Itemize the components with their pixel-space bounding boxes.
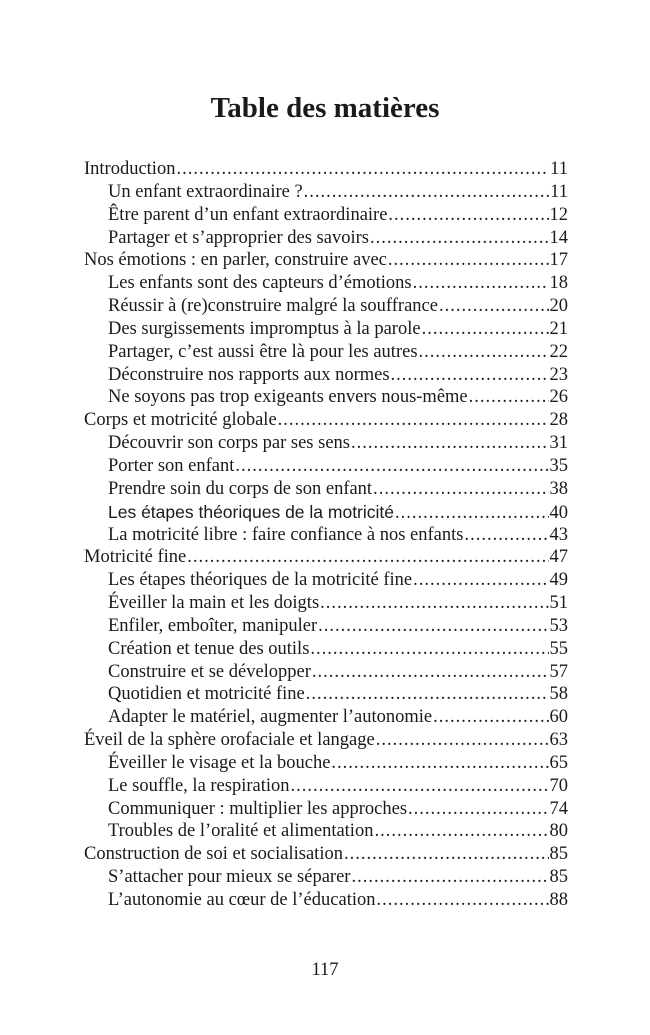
toc-section	[84, 364, 568, 387]
dot-leader	[433, 706, 548, 729]
toc-entry-label: Découvrir son corps par ses sens	[108, 433, 350, 454]
dot-leader	[312, 661, 549, 684]
toc-section	[84, 683, 568, 706]
toc-section	[84, 569, 568, 592]
toc-section	[84, 592, 568, 615]
page-number: 117	[311, 960, 339, 980]
toc-entry-label: Un enfant extraordinaire ?	[108, 181, 303, 202]
toc-section	[84, 775, 568, 798]
dot-leader	[373, 478, 548, 501]
toc-entry-label: Corps et motricité globale	[84, 410, 277, 431]
toc-entry-page: 85	[549, 844, 568, 865]
toc-entry-page: 58	[549, 684, 568, 705]
toc-section	[84, 295, 568, 318]
dot-leader	[422, 318, 549, 341]
dot-leader	[351, 432, 549, 455]
dot-leader	[310, 638, 548, 661]
toc-entry-label: Éveiller la main et les doigts	[108, 593, 320, 614]
toc-entry-page: 38	[549, 478, 568, 499]
toc-entry-label: Être parent d’un enfant extraordinaire	[108, 204, 388, 225]
toc-section	[84, 889, 568, 912]
toc-entry-label: Construire et se développer	[108, 661, 311, 682]
dot-leader	[419, 341, 549, 364]
dot-leader	[391, 364, 549, 387]
toc-section	[84, 478, 568, 501]
dot-leader	[388, 249, 549, 272]
toc-section	[84, 455, 568, 478]
toc-section	[84, 272, 568, 295]
dot-leader	[376, 729, 549, 752]
toc-entry-label: L’autonomie au cœur de l’éducation	[108, 890, 376, 910]
toc-entry-page: 40	[549, 502, 568, 523]
toc-section	[84, 227, 568, 250]
toc-entry-label: Les étapes théoriques de la motricité	[108, 501, 394, 522]
toc-entry-page: 53	[549, 615, 568, 636]
toc-entry-page: 31	[549, 433, 568, 454]
toc-section	[84, 386, 568, 409]
dot-leader	[413, 272, 549, 295]
toc-entry-label: Porter son enfant	[108, 455, 235, 476]
dot-leader	[320, 592, 548, 615]
toc-entry-label: Partager, c’est aussi être là pour les autres	[108, 341, 418, 362]
toc-entry-page: 88	[549, 890, 568, 910]
toc-entry-page: 74	[549, 798, 568, 819]
toc-entry-page: 60	[549, 707, 568, 728]
dot-leader	[374, 820, 548, 843]
toc-entry-page: 26	[549, 387, 568, 408]
toc-entry-label: Les enfants sont des capteurs d’émotions	[108, 273, 412, 294]
dot-leader	[306, 683, 549, 706]
toc-entry-label: Communiquer : multiplier les approches	[108, 798, 408, 819]
toc-entry-label: Adapter le matériel, augmenter l’autonomie	[108, 707, 433, 728]
dot-leader	[187, 546, 548, 569]
toc-chapter	[84, 843, 568, 866]
toc-section	[84, 638, 568, 661]
toc-section	[84, 752, 568, 775]
toc-entry-page: 28	[549, 410, 568, 431]
toc-chapter	[84, 546, 568, 569]
toc-chapter	[84, 158, 568, 181]
toc-entry-label: S’attacher pour mieux se séparer	[108, 867, 351, 888]
toc-entry-page: 14	[549, 227, 568, 248]
dot-leader	[439, 295, 549, 318]
toc-entry-page: 43	[549, 524, 568, 545]
dot-leader	[351, 866, 548, 889]
toc-entry-label: Éveil de la sphère orofaciale et langage	[84, 730, 375, 751]
toc-entry-label: Prendre soin du corps de son enfant	[108, 478, 373, 499]
toc-entry-label: Enfiler, emboîter, manipuler	[108, 615, 318, 636]
toc-entry-page: 12	[549, 204, 568, 225]
toc-section	[84, 866, 568, 889]
dot-leader	[376, 889, 548, 912]
toc-section	[84, 341, 568, 364]
dot-leader	[291, 775, 549, 798]
toc-entry-label: Partager et s’approprier des savoirs	[108, 227, 369, 248]
toc-section	[84, 501, 568, 524]
toc-section	[84, 318, 568, 341]
toc-section	[84, 181, 568, 204]
dot-leader	[408, 798, 548, 821]
dot-leader	[370, 227, 549, 250]
toc-section	[84, 615, 568, 638]
toc-entry-label: Construction de soi et socialisation	[84, 844, 343, 865]
dot-leader	[344, 843, 549, 866]
toc-chapter	[84, 249, 568, 272]
toc-entry-page: 21	[549, 318, 568, 339]
dot-leader	[304, 181, 550, 204]
toc-entry-label: Troubles de l’oralité et alimentation	[108, 821, 374, 842]
toc-entry-label: Introduction	[84, 159, 176, 179]
toc-section	[84, 820, 568, 843]
dot-leader	[388, 204, 548, 227]
toc-entry-page: 18	[549, 273, 568, 294]
toc-entry-page: 63	[549, 730, 568, 751]
toc-entry-label: Nos émotions : en parler, construire avec	[84, 250, 387, 271]
toc-entry-label: Ne soyons pas trop exigeants envers nous-même	[108, 387, 468, 408]
toc-chapter	[84, 409, 568, 432]
toc-section	[84, 524, 568, 547]
dot-leader	[413, 569, 548, 592]
toc-entry-label: Réussir à (re)construire malgré la souffrance	[108, 296, 438, 317]
toc-entry-label: Motricité fine	[84, 547, 187, 568]
toc-section	[84, 798, 568, 821]
toc-entry-label: Quotidien et motricité fine	[108, 684, 305, 705]
toc-entry-page: 11	[550, 181, 568, 202]
toc-section	[84, 432, 568, 455]
table-of-contents	[84, 158, 568, 912]
toc-entry-page: 47	[549, 547, 568, 568]
dot-leader	[464, 524, 548, 547]
toc-entry-page: 55	[549, 638, 568, 659]
toc-entry-page: 11	[550, 159, 568, 179]
dot-leader	[278, 409, 549, 432]
toc-entry-page: 22	[549, 341, 568, 362]
toc-entry-page: 80	[549, 821, 568, 842]
dot-leader	[469, 386, 549, 409]
toc-section	[84, 204, 568, 227]
toc-section	[84, 661, 568, 684]
dot-leader	[235, 455, 548, 478]
dot-leader	[331, 752, 548, 775]
page-title: Table des matières	[210, 92, 440, 124]
toc-entry-label: Création et tenue des outils	[108, 638, 310, 659]
dot-leader	[318, 615, 548, 638]
toc-entry-page: 49	[549, 570, 568, 591]
toc-chapter	[84, 729, 568, 752]
dot-leader	[176, 158, 549, 181]
toc-entry-page: 85	[549, 867, 568, 888]
toc-entry-page: 17	[549, 250, 568, 271]
toc-entry-label: La motricité libre : faire confiance à nos enfants	[108, 524, 464, 545]
toc-entry-page: 57	[549, 661, 568, 682]
dot-leader	[395, 502, 549, 525]
toc-entry-label: Les étapes théoriques de la motricité fine	[108, 570, 413, 591]
toc-entry-label: Déconstruire nos rapports aux normes	[108, 364, 390, 385]
toc-entry-label: Des surgissements impromptus à la parole	[108, 318, 421, 339]
toc-entry-label: Le souffle, la respiration	[108, 775, 290, 796]
toc-entry-page: 20	[549, 296, 568, 317]
toc-entry-page: 51	[549, 593, 568, 614]
toc-entry-page: 35	[549, 455, 568, 476]
toc-section	[84, 706, 568, 729]
toc-entry-page: 65	[549, 752, 568, 773]
toc-entry-page: 70	[549, 775, 568, 796]
toc-entry-label: Éveiller le visage et la bouche	[108, 752, 331, 773]
toc-entry-page: 23	[549, 364, 568, 385]
